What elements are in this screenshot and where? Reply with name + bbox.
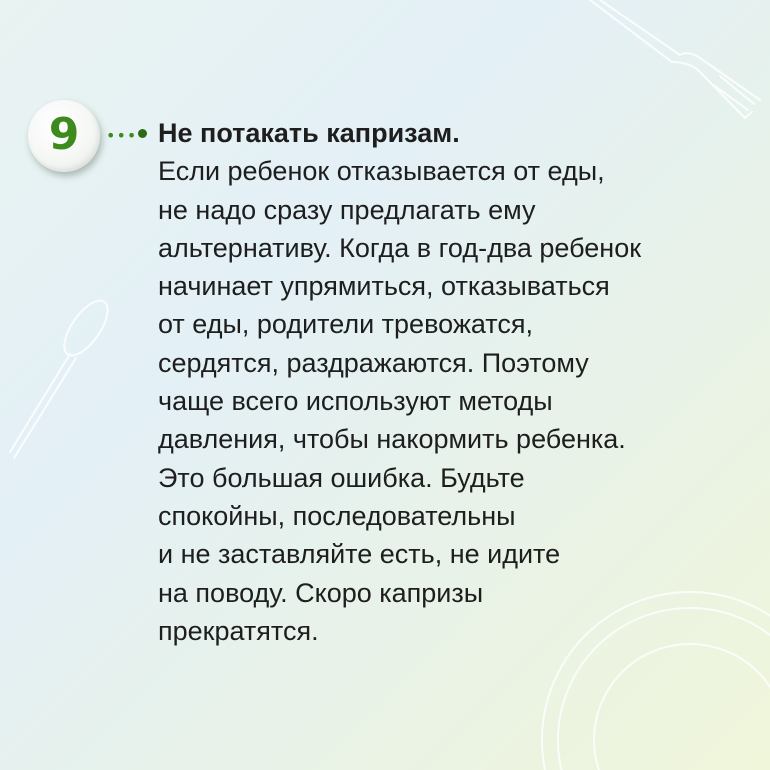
body-line: Если ребенок отказывается от еды,: [158, 156, 605, 187]
body-line: сердятся, раздражаются. Поэтому: [158, 347, 589, 378]
body-line: и не заставляйте есть, не идите: [158, 539, 561, 570]
fork-icon: [590, 0, 760, 118]
body-line: Это большая ошибка. Будьте: [158, 462, 525, 493]
tip-heading: Не потакать капризам.: [158, 118, 460, 148]
body-line: не надо сразу предлагать ему: [158, 194, 536, 225]
spoon-icon: [10, 294, 116, 458]
body-line: от еды, родители тревожатся,: [158, 309, 533, 340]
body-line: прекратятся.: [158, 615, 319, 646]
connector-dots: •••: [106, 126, 138, 145]
step-number: 9: [48, 109, 80, 160]
body-line: на поводу. Скоро капризы: [158, 577, 484, 608]
body-line: начинает упрямиться, отказываться: [158, 271, 610, 302]
body-line: чаще всего используют методы: [158, 386, 553, 417]
body-line: спокойны, последовательны: [158, 500, 516, 531]
step-number-badge: [28, 100, 100, 172]
body-line: давления, чтобы накормить ребенка.: [158, 424, 626, 455]
tip-content: [158, 114, 738, 650]
bullet-dot: [138, 129, 147, 138]
body-line: альтернативу. Когда в год-два ребенок: [158, 232, 642, 263]
